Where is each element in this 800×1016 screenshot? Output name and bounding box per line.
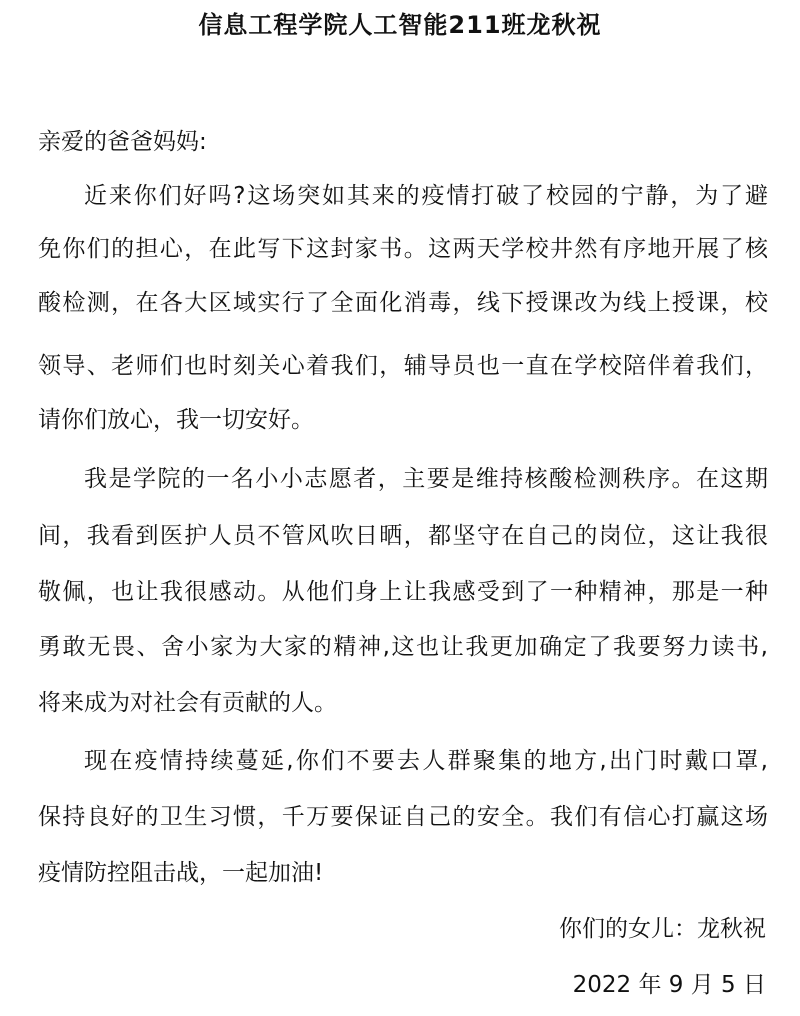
signature: 你们的女儿：龙秋祝	[559, 916, 766, 942]
paragraph-2-line-1: 我是学院的一名小小志愿者，主要是维持核酸检测秩序。在这期	[84, 466, 768, 492]
letter-date: 2022 年 9 月 5 日	[572, 972, 766, 998]
paragraph-1-line-5: 请你们放心，我一切安好。	[38, 407, 314, 433]
paragraph-2-line-2: 间，我看到医护人员不管风吹日晒，都坚守在自己的岗位，这让我很	[38, 523, 768, 549]
paragraph-1-line-3: 酸检测，在各大区域实行了全面化消毒，线下授课改为线上授课，校	[38, 290, 768, 316]
paragraph-2-line-5: 将来成为对社会有贡献的人。	[38, 690, 337, 716]
paragraph-3-line-1: 现在疫情持续蔓延,你们不要去人群聚集的地方,出门时戴口罩,	[84, 748, 768, 774]
paragraph-2-line-4: 勇敢无畏、舍小家为大家的精神,这也让我更加确定了我要努力读书,	[38, 634, 768, 660]
paragraph-2-line-3: 敬佩，也让我很感动。从他们身上让我感受到了一种精神，那是一种	[38, 579, 768, 605]
paragraph-1-line-2: 免你们的担心，在此写下这封家书。这两天学校井然有序地开展了核	[38, 236, 768, 262]
paragraph-3-line-3: 疫情防控阻击战，一起加油!	[38, 860, 324, 886]
paragraph-3-line-2: 保持良好的卫生习惯，千万要保证自己的安全。我们有信心打赢这场	[38, 804, 768, 830]
paragraph-1-line-4: 领导、老师们也时刻关心着我们，辅导员也一直在学校陪伴着我们，	[38, 353, 768, 379]
greeting: 亲爱的爸爸妈妈:	[38, 129, 207, 155]
paragraph-1-line-1: 近来你们好吗?这场突如其来的疫情打破了校园的宁静，为了避	[84, 183, 768, 209]
document-title: 信息工程学院人工智能211班龙秋祝	[198, 11, 602, 39]
